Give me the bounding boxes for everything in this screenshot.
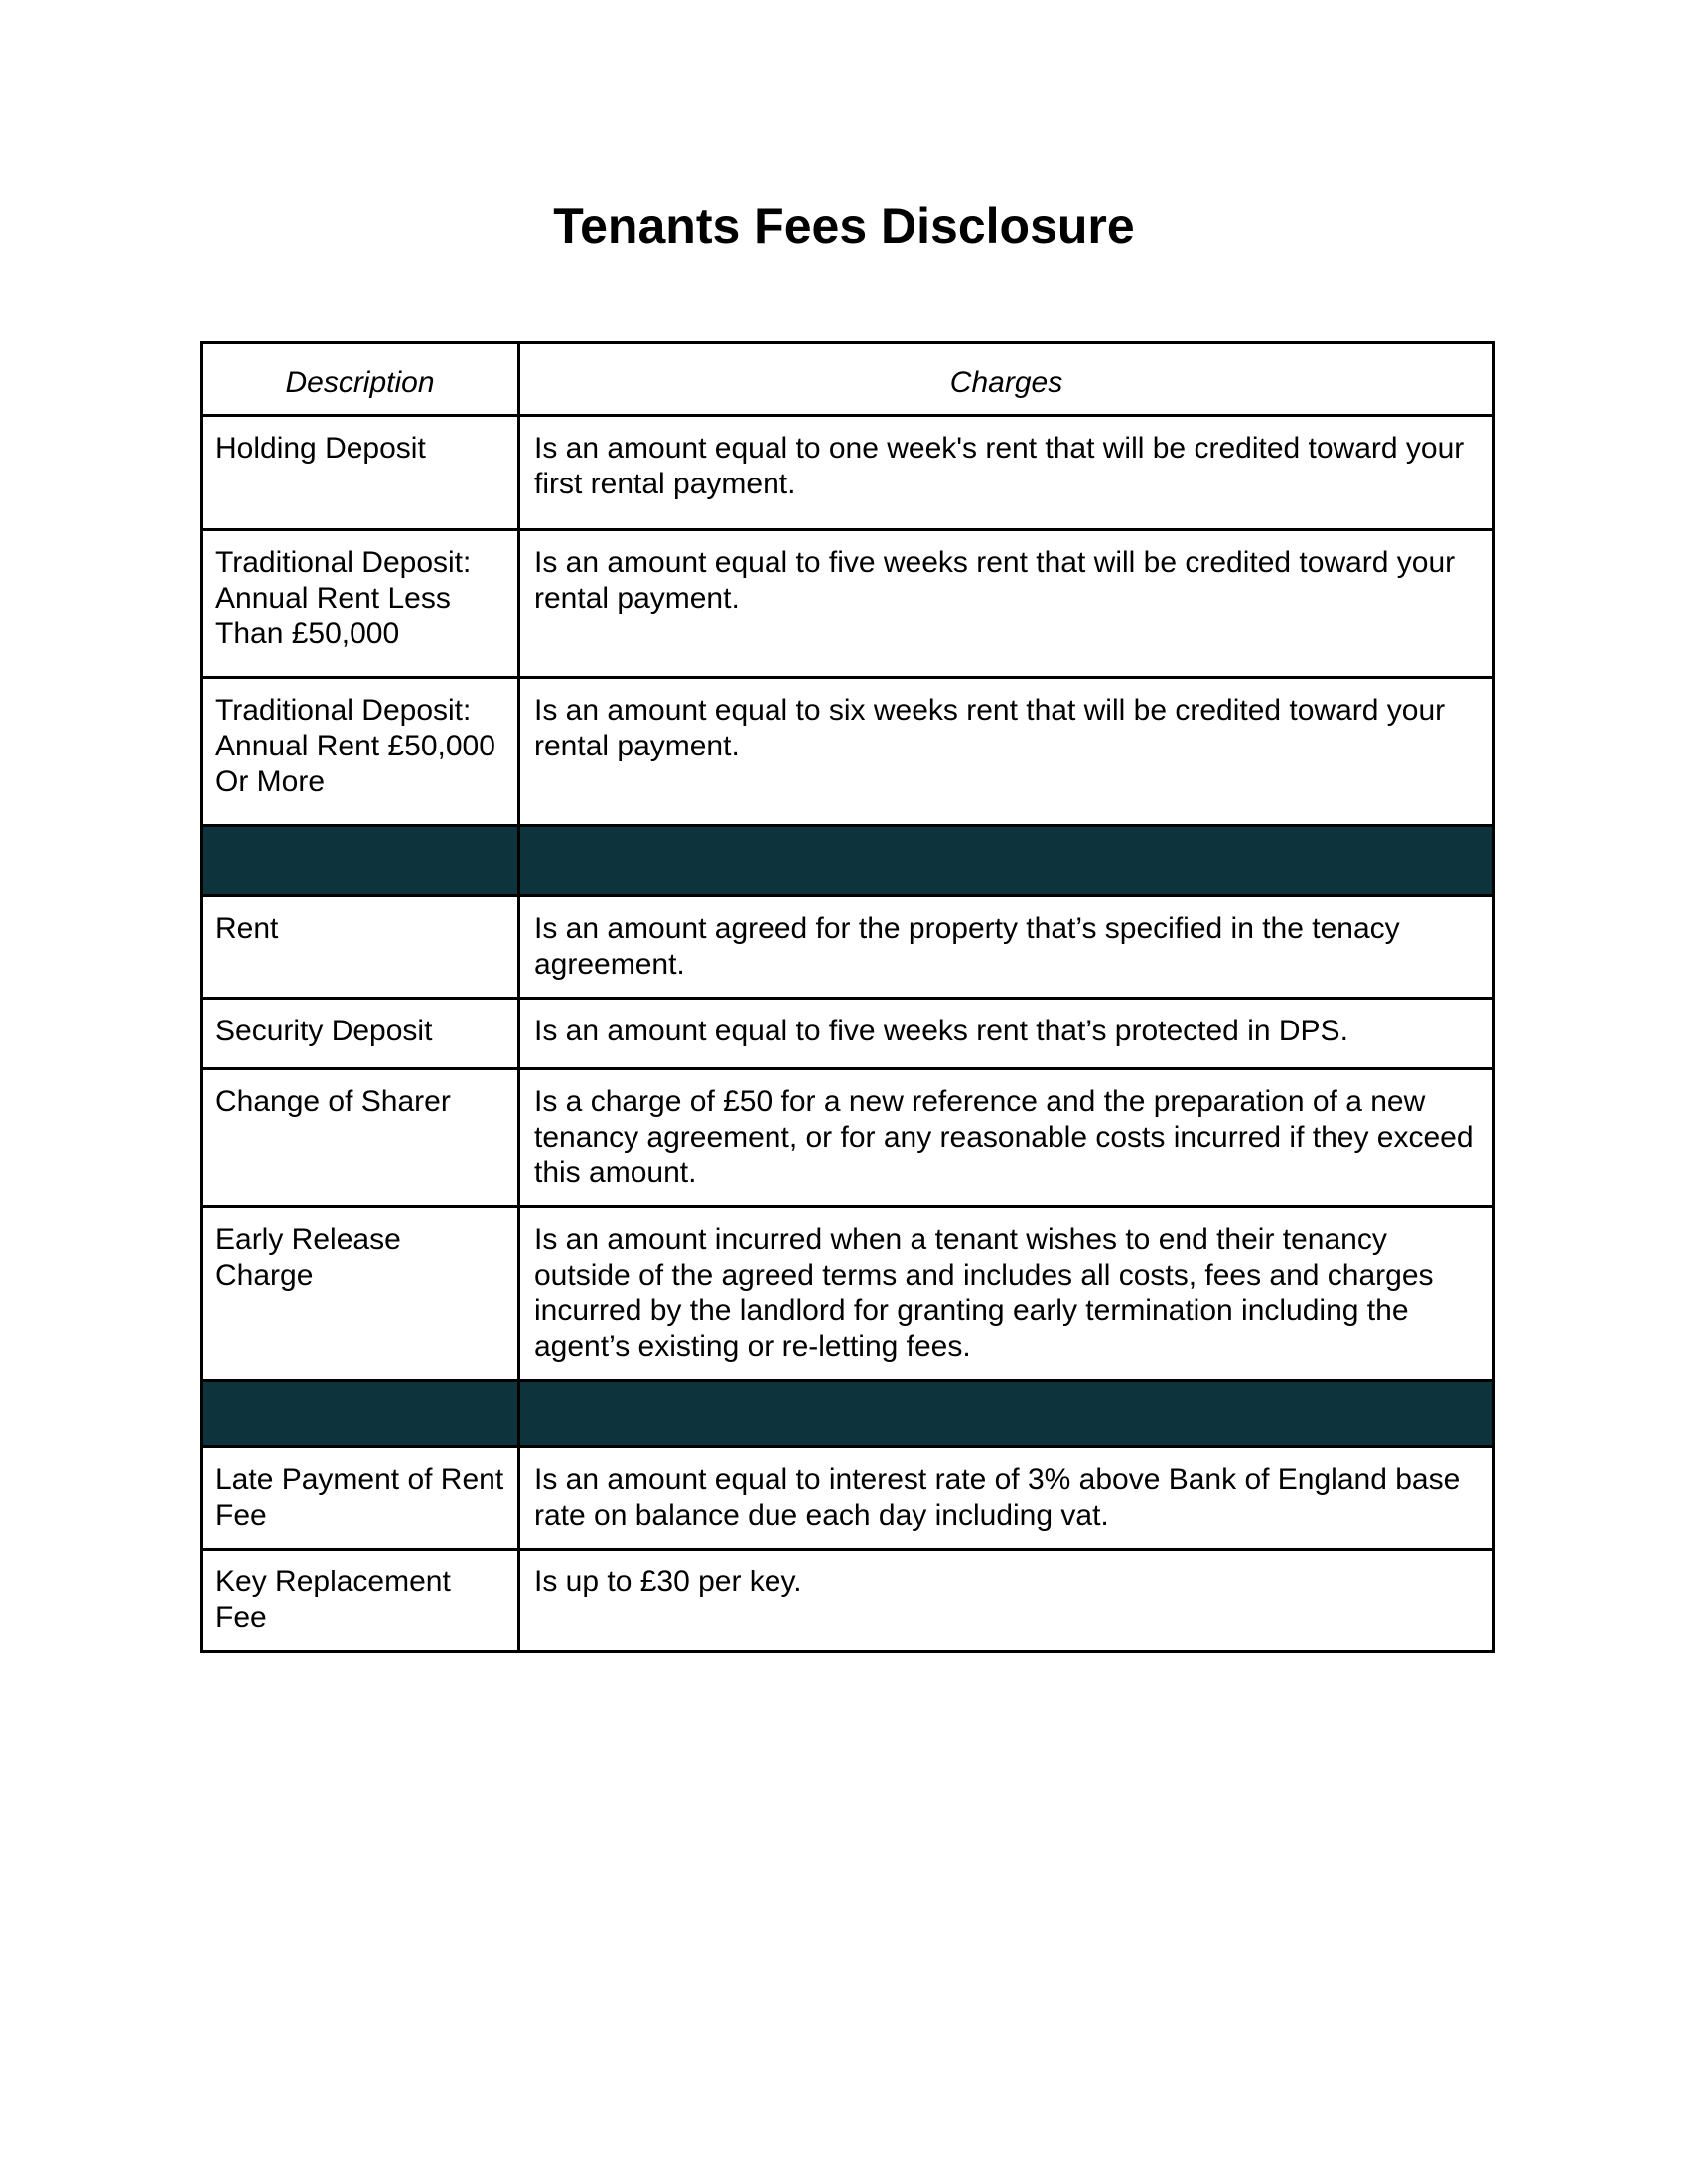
row-description: Early Release Charge — [202, 1207, 519, 1381]
table-row-security-deposit — [202, 999, 1494, 1069]
header-charges: Charges — [519, 343, 1494, 416]
page-title-text: Tenants Fees Disclosure — [553, 199, 1135, 254]
section-divider-row — [202, 1381, 1494, 1447]
section-divider-cell — [202, 1381, 519, 1447]
fees-table — [200, 341, 1495, 1653]
row-charge: Is an amount equal to one week's rent that will be credited toward your first rental payment. — [519, 416, 1494, 530]
page-title — [0, 197, 1688, 256]
row-description: Late Payment of Rent Fee — [202, 1447, 519, 1550]
table-row-change-of-sharer — [202, 1069, 1494, 1207]
row-description: Traditional Deposit: Annual Rent Less Than £50,000 — [202, 530, 519, 678]
table-row-key-replacement-fee — [202, 1550, 1494, 1652]
row-charge: Is a charge of £50 for a new reference and the preparation of a new tenancy agreement, or for any reasonable costs incurred if they exceed this amount. — [519, 1069, 1494, 1207]
row-description: Security Deposit — [202, 999, 519, 1069]
row-description: Change of Sharer — [202, 1069, 519, 1207]
section-divider-cell — [519, 826, 1494, 896]
table-row-traditional-deposit-low — [202, 530, 1494, 678]
table-row-holding-deposit — [202, 416, 1494, 530]
section-divider-row — [202, 826, 1494, 896]
row-charge: Is an amount equal to five weeks rent that’s protected in DPS. — [519, 999, 1494, 1069]
row-charge: Is an amount equal to interest rate of 3% above Bank of England base rate on balance due each day including vat. — [519, 1447, 1494, 1550]
row-charge: Is an amount agreed for the property that’s specified in the tenacy agreement. — [519, 896, 1494, 999]
row-charge: Is an amount equal to six weeks rent that will be credited toward your rental payment. — [519, 678, 1494, 826]
row-charge: Is an amount equal to five weeks rent that will be credited toward your rental payment. — [519, 530, 1494, 678]
row-charge: Is up to £30 per key. — [519, 1550, 1494, 1652]
table-header-row — [202, 343, 1494, 416]
row-description: Rent — [202, 896, 519, 999]
row-description: Traditional Deposit: Annual Rent £50,000 Or More — [202, 678, 519, 826]
table-row-early-release-charge — [202, 1207, 1494, 1381]
table-row-late-payment-fee — [202, 1447, 1494, 1550]
row-description: Key Replacement Fee — [202, 1550, 519, 1652]
section-divider-cell — [202, 826, 519, 896]
row-description: Holding Deposit — [202, 416, 519, 530]
table-row-traditional-deposit-high — [202, 678, 1494, 826]
row-charge: Is an amount incurred when a tenant wishes to end their tenancy outside of the agreed terms and includes all costs, fees and charges incurred by the landlord for granting early termination including the agent’s existing or re-letting fees. — [519, 1207, 1494, 1381]
table-row-rent — [202, 896, 1494, 999]
header-description: Description — [202, 343, 519, 416]
section-divider-cell — [519, 1381, 1494, 1447]
